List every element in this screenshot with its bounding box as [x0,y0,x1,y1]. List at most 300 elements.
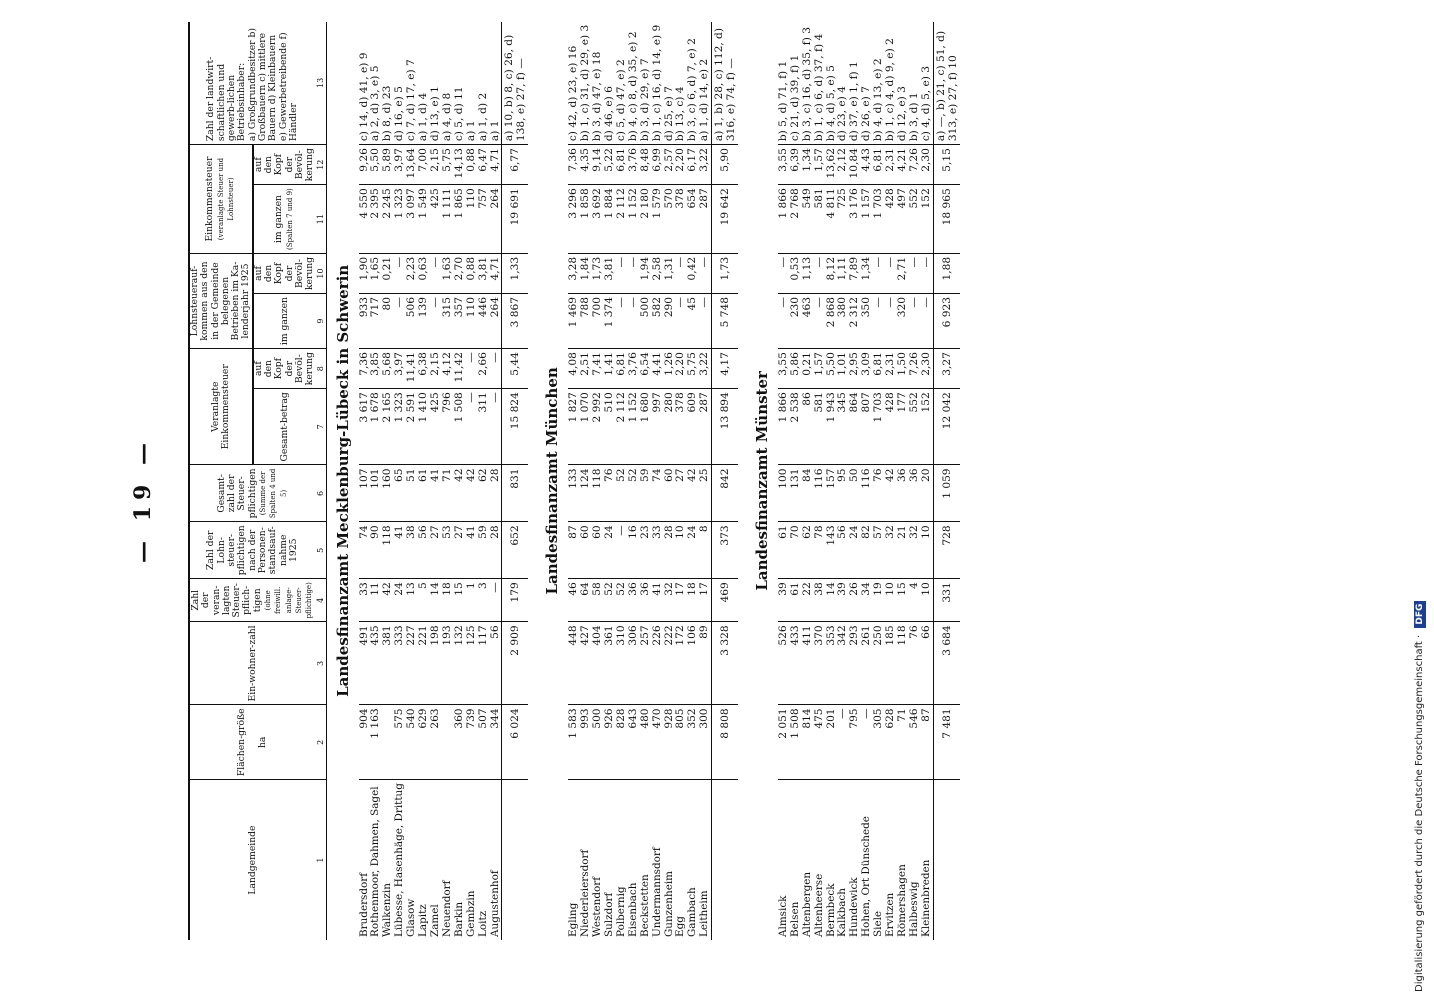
table-cell: 1 884 [604,185,616,254]
total-cell: 13 894 [712,389,738,465]
table-row [814,22,826,940]
municipality-name: Römershagen [896,864,908,937]
table-cell: 654 [687,185,699,254]
municipality-name: Hohen, Ort Dünschede [860,816,873,937]
table-cell: 5,22 [604,145,616,185]
municipality-name: Lübesse, Hasenhäge, Drittug [393,783,406,937]
table-cell: 361 [604,622,616,705]
table-cell: 6,38 [418,349,430,389]
total-cell: 1,73 [712,253,738,293]
table-cell: 61 [790,579,802,622]
table-cell: a) 2, d) 3, e) 5 [370,22,382,145]
table-cell: a) 1, d) 14, e) 2 [699,22,711,145]
total-cell: 6 024 [502,705,528,780]
municipality-name: Gambach [686,887,699,937]
table-cell: 59 [478,522,490,579]
table-cell: 10 [885,579,897,622]
table-cell: 370 [814,622,826,705]
table-cell: 344 [490,705,502,780]
municipality-name: Gunzenheim [662,870,675,937]
section-title: Landesfinanzamt München [543,367,562,595]
table-cell: 28 [490,522,502,579]
table-cell: c) 5, d) 47, e) 2 [616,22,628,145]
municipality-name: Augustenhof [488,870,501,937]
table-cell: b) 3, d) 29, e) 7 [640,22,652,145]
table-cell: 22 [802,579,814,622]
table-cell: c) 42, d) 23, e) 16 [568,22,580,145]
table-cell: 1,57 [814,145,826,185]
table-cell: 497 [897,185,909,254]
table-cell: 101 [370,465,382,522]
total-cell: 2 909 [502,622,528,705]
table-cell: 172 [675,622,687,705]
header-kopf-veranlagt: auf den Kopf der Bevöl-kerung [253,349,316,389]
table-cell: 9,26 [359,145,371,185]
table-cell: 380 [837,294,849,349]
table-cell: 904 [359,705,371,780]
table-cell: 33 [359,579,371,622]
table-cell: 10 [921,579,933,622]
table-cell: 1,73 [592,253,604,293]
table-cell: 2,31 [885,145,897,185]
table-cell: 62 [478,465,490,522]
table-cell: 3 097 [406,185,418,254]
table-cell: 993 [580,705,592,780]
table-cell: 6,81 [616,349,628,389]
table-cell: 433 [790,622,802,705]
table-cell: 2,23 [406,253,418,293]
table-cell: 540 [406,705,418,780]
table-cell: 6,39 [790,145,802,185]
table-cell: 2,30 [921,145,933,185]
table-cell: 6,47 [478,145,490,185]
table-cell: 549 [802,185,814,254]
table-cell: 76 [604,465,616,522]
table-row [652,22,664,940]
table-row [466,22,478,940]
table-cell: 575 [394,705,406,780]
table-cell: 6,99 [652,145,664,185]
table-cell: 28 [490,465,502,522]
table-cell: 2,15 [430,349,442,389]
table-cell: 17 [675,579,687,622]
table-cell: 15 [897,579,909,622]
table-cell: 4,71 [490,253,502,293]
column-number: 5 [316,522,327,579]
table-cell: 0,88 [466,253,478,293]
table-cell: — [873,253,885,293]
table-cell: 357 [454,294,466,349]
table-cell: — [909,253,921,293]
table-cell: 1 680 [640,389,652,465]
table-cell: 2,51 [580,349,592,389]
table-cell: 1 583 [568,705,580,780]
table-cell: 2,70 [454,253,466,293]
table-cell: 53 [442,522,454,579]
table-cell: 381 [382,622,394,705]
table-cell: 6,81 [616,145,628,185]
table-cell: 353 [826,622,838,705]
table-cell: 100 [778,465,790,522]
total-cell: 6,77 [502,145,528,185]
table-cell: 76 [909,622,921,705]
header-kopf-einkommen: auf den Kopf der Bevöl-kerung [253,145,316,185]
total-cell: 15 824 [502,389,528,465]
total-cell: 7 481 [933,705,959,780]
table-cell: — [921,253,933,293]
table-cell: 628 [885,705,897,780]
table-cell: 1 703 [873,185,885,254]
table-cell: — [616,253,628,293]
table-cell: 2 395 [370,185,382,254]
table-cell: 1 323 [394,389,406,465]
table-cell: 33 [652,522,664,579]
table-cell: 428 [885,389,897,465]
table-cell: 52 [628,465,640,522]
municipality-name: Rothenmoor, Dahmen, Sagel [369,786,382,937]
table-cell: 0,88 [466,145,478,185]
table-cell: b) 4, c) 8, d) 35, e) 2 [628,22,640,145]
table-cell: 9,14 [592,145,604,185]
table-cell: b) 1, c) 4, d) 9, e) 2 [885,22,897,145]
table-cell: 227 [406,622,418,705]
table-cell: — [778,253,790,293]
table-cell: 3,81 [478,253,490,293]
header-kopf-lohnsteuer: auf den Kopf der Bevöl-kerung [253,253,316,293]
table-cell: 21 [897,522,909,579]
table-cell: 25 [699,465,711,522]
table-cell: 57 [873,522,885,579]
total-cell [933,780,959,940]
table-cell: 360 [454,705,466,780]
table-cell: 7,41 [592,349,604,389]
table-cell: 2 245 [382,185,394,254]
table-cell: 7,00 [418,145,430,185]
column-number: 2 [316,705,327,780]
table-cell: 333 [394,622,406,705]
table-cell: 185 [885,622,897,705]
table-cell: 82 [861,522,873,579]
table-cell: 177 [897,389,909,465]
table-cell: — [490,579,502,622]
table-cell: 16 [628,522,640,579]
table-cell: 290 [664,294,676,349]
table-cell: 306 [628,622,640,705]
table-cell: 4,35 [580,145,592,185]
total-cell: 1 059 [933,465,959,522]
table-cell: 1 070 [580,389,592,465]
table-cell: 4 811 [826,185,838,254]
table-cell: d) 26, e) 7 [861,22,873,145]
table-cell: 116 [814,465,826,522]
table-cell: 118 [897,622,909,705]
municipality-name: Sulzdorf [602,892,615,937]
header-veranlagte-steuerpflichtige [189,579,316,622]
header-gesamtbetrag: Gesamt-betrag [253,389,316,465]
municipality-name: Ervitzen [884,892,897,937]
total-cell: 3,27 [933,349,959,389]
table-cell: 261 [861,622,873,705]
table-cell: 1,01 [837,349,849,389]
table-cell: 70 [790,522,802,579]
table-cell: 10 [921,522,933,579]
table-cell: 581 [814,185,826,254]
municipality-name: Undermannsdorf [650,847,663,937]
table-cell: 152 [921,185,933,254]
total-cell: 469 [712,579,738,622]
table-cell: 1 111 [442,185,454,254]
municipality-name: Bermbeck [824,883,837,937]
table-cell: — [909,294,921,349]
table-cell: a) 4, d) 8 [442,22,454,145]
table-cell: 310 [616,622,628,705]
table-cell: 18 [687,579,699,622]
table-cell: 1 866 [778,185,790,254]
table-cell: 796 [442,389,454,465]
header-veranlagte-label: Zahl der veran-lagten Steuer-pflich-tigen [190,583,263,618]
table-cell: 41 [652,579,664,622]
table-cell: 2,58 [652,253,664,293]
table-cell: 78 [814,522,826,579]
digitization-credit [1409,8,1431,992]
table-cell: 609 [687,389,699,465]
total-cell: 652 [502,522,528,579]
table-cell: 491 [359,622,371,705]
total-cell: 331 [933,579,959,622]
table-cell: 2 538 [790,389,802,465]
table-cell: 56 [490,622,502,705]
table-cell: 42 [382,579,394,622]
table-cell: 546 [909,705,921,780]
table-cell: 80 [382,294,394,349]
table-cell: 50 [849,465,861,522]
table-cell: 60 [592,522,604,579]
table-cell: — [814,294,826,349]
table-cell: 3 617 [359,389,371,465]
table-cell: 807 [861,389,873,465]
table-cell: 1 943 [826,389,838,465]
table-cell: 152 [921,389,933,465]
section-title-row [536,22,568,940]
table-cell: 378 [675,389,687,465]
table-cell: 20 [921,465,933,522]
table-cell: b) 13, c) 4 [675,22,687,145]
table-cell: 250 [873,622,885,705]
table-cell: 24 [604,522,616,579]
table-cell: 23 [640,522,652,579]
table-cell: 997 [652,389,664,465]
table-cell: 0,42 [687,253,699,293]
table-cell: 110 [466,294,478,349]
table-cell: — [873,294,885,349]
table-cell: 2,57 [664,145,676,185]
municipality-name: Niederleiersdorf [579,849,592,937]
table-cell: — [778,294,790,349]
table-cell: 739 [466,705,478,780]
table-cell: 4,43 [861,145,873,185]
table-cell: 118 [592,465,604,522]
table-cell: 4,12 [442,349,454,389]
table-cell: 5 [418,579,430,622]
municipality-name: Brudersdorf [357,872,370,937]
table-cell: 89 [699,622,711,705]
table-cell: c) 21, d) 39, f) 1 [790,22,802,145]
table-cell: 928 [664,705,676,780]
total-cell: 831 [502,465,528,522]
section-title-row [746,22,778,940]
table-cell: 1,34 [861,253,873,293]
table-cell: b) 4, d) 5, e) 5 [826,22,838,145]
table-cell: 3 [478,579,490,622]
table-cell: 1 [466,579,478,622]
header-lohnsteuerpflichtige: Zahl der Lohn-steuer-pflichtigen nach der Personen-standsauf-nahme 1925 [189,522,316,579]
table-cell: 350 [861,294,873,349]
table-cell: 933 [359,294,371,349]
table-cell: d) 46, e) 6 [604,22,616,145]
table-cell: 14 [826,579,838,622]
municipality-name: Kleinenbreden [919,859,932,937]
table-cell: 7,26 [909,145,921,185]
table-cell: 280 [664,389,676,465]
table-cell: — [814,253,826,293]
municipality-name: Almsick [776,895,789,937]
table-cell: 1 410 [418,389,430,465]
table-cell: b) 3, c) 16, d) 35, f) 3 [802,22,814,145]
table-cell: 41 [394,522,406,579]
table-cell: 15 [454,579,466,622]
table-cell: 1 678 [370,389,382,465]
table-cell: 500 [640,294,652,349]
table-row [478,22,490,940]
table-cell: c) 5, d) 11 [454,22,466,145]
table-cell: 805 [675,705,687,780]
table-cell: 71 [442,465,454,522]
gap-cell [528,22,536,940]
column-number: 12 [316,145,327,185]
table-cell: b) 3, d) 1 [909,22,921,145]
table-cell: 28 [664,522,676,579]
total-cell: 5 748 [712,294,738,349]
table-cell: 4,21 [897,145,909,185]
table-row [616,22,628,940]
table-cell: 257 [640,622,652,705]
column-number: 4 [316,579,327,622]
table-cell: 10 [675,522,687,579]
table-cell: 4,41 [652,349,664,389]
table-cell: 2 768 [790,185,802,254]
section-total-row [502,22,528,940]
municipality-name: Halbeswig [907,881,920,937]
header-gesamtzahl-label: Gesamt-zahl der Steuer-pflichtigen [215,468,258,519]
table-cell: 2 312 [849,294,861,349]
column-number-row [316,22,327,940]
table-cell: 2 051 [778,705,790,780]
municipality-name: Polbernig [614,886,627,937]
total-cell [502,780,528,940]
municipality-name: Altenheerse [812,873,825,937]
municipality-name: Zamel [429,904,441,937]
table-cell: 311 [478,389,490,465]
table-cell: 3,97 [394,349,406,389]
header-betriebsinhaber-label: Zahl der landwirt-schaftlichen und gewerb-lichen Betriebsinhaber: [205,56,248,142]
table-cell: 36 [640,579,652,622]
table-cell: b) 3, c) 6, d) 7, e) 2 [687,22,699,145]
table-cell: 143 [826,522,838,579]
table-cell: a) 1 [466,22,478,145]
total-cell: a) 10, b) 8, c) 26, d) 138, e) 27, f) — [502,22,528,145]
table-cell: b) 4, d) 13, e) 2 [873,22,885,145]
table-cell: 41 [430,465,442,522]
table-cell: 3 176 [849,185,861,254]
table-cell: — [699,253,711,293]
table-cell: 110 [466,185,478,254]
table-cell: — [490,389,502,465]
table-cell: 221 [418,622,430,705]
table-cell: — [490,349,502,389]
table-cell: 61 [778,522,790,579]
table-cell: 264 [490,185,502,254]
table-cell: 116 [861,465,873,522]
table-cell: b) 1, c) 6, d) 37, f) 4 [814,22,826,145]
total-cell: 3 328 [712,622,738,705]
table-cell: a) 1 [490,22,502,145]
table-cell: 3,22 [699,349,711,389]
table-cell: 814 [802,705,814,780]
table-cell: 32 [885,522,897,579]
table-cell: 1,94 [640,253,652,293]
table-cell: 552 [909,389,921,465]
table-cell: 3,55 [778,349,790,389]
table-cell: 24 [849,522,861,579]
table-cell: 1 152 [628,389,640,465]
table-cell: b) 1, c) 16, d) 14, e) 9 [652,22,664,145]
municipality-name: Loitz [476,910,489,937]
municipality-name: Eisenbach [626,882,639,937]
total-cell: 5,44 [502,349,528,389]
table-cell: 1,90 [359,253,371,293]
table-cell: b) 8, d) 23 [382,22,394,145]
table-cell: 507 [478,705,490,780]
header-betriebsinhaber [189,22,316,145]
table-cell: 133 [568,465,580,522]
table-cell: 56 [837,522,849,579]
table-cell: 0,63 [418,253,430,293]
table-cell: 3 296 [568,185,580,254]
table-cell: — [675,294,687,349]
header-lohnsteueraufkommen: Lohnsteuerauf-kommen aus den in der Gemeinde belegenen Betrieben im Ka-lenderjahr 1925 [189,253,253,348]
table-cell: 34 [861,579,873,622]
table-cell: 90 [370,522,382,579]
header-lohnsteuer-ganzen: im ganzen [253,294,316,349]
table-cell: 3,76 [628,145,640,185]
table-cell: 0,21 [382,253,394,293]
table-cell: 45 [687,294,699,349]
table-cell: 404 [592,622,604,705]
table-cell: 435 [370,622,382,705]
municipality-name: Beckstetten [638,874,651,937]
table-cell: 51 [406,465,418,522]
table-cell: 1 323 [394,185,406,254]
statistics-table [188,22,960,940]
table-cell: 342 [837,622,849,705]
total-cell: 19 691 [502,185,528,254]
table-cell: 926 [604,705,616,780]
table-cell: 480 [640,705,652,780]
table-cell: 1,41 [604,349,616,389]
table-cell: 24 [687,522,699,579]
section-title: Landesfinanzamt Mecklenburg-Lübeck in Schwerin [333,264,352,697]
table-cell: — [885,294,897,349]
